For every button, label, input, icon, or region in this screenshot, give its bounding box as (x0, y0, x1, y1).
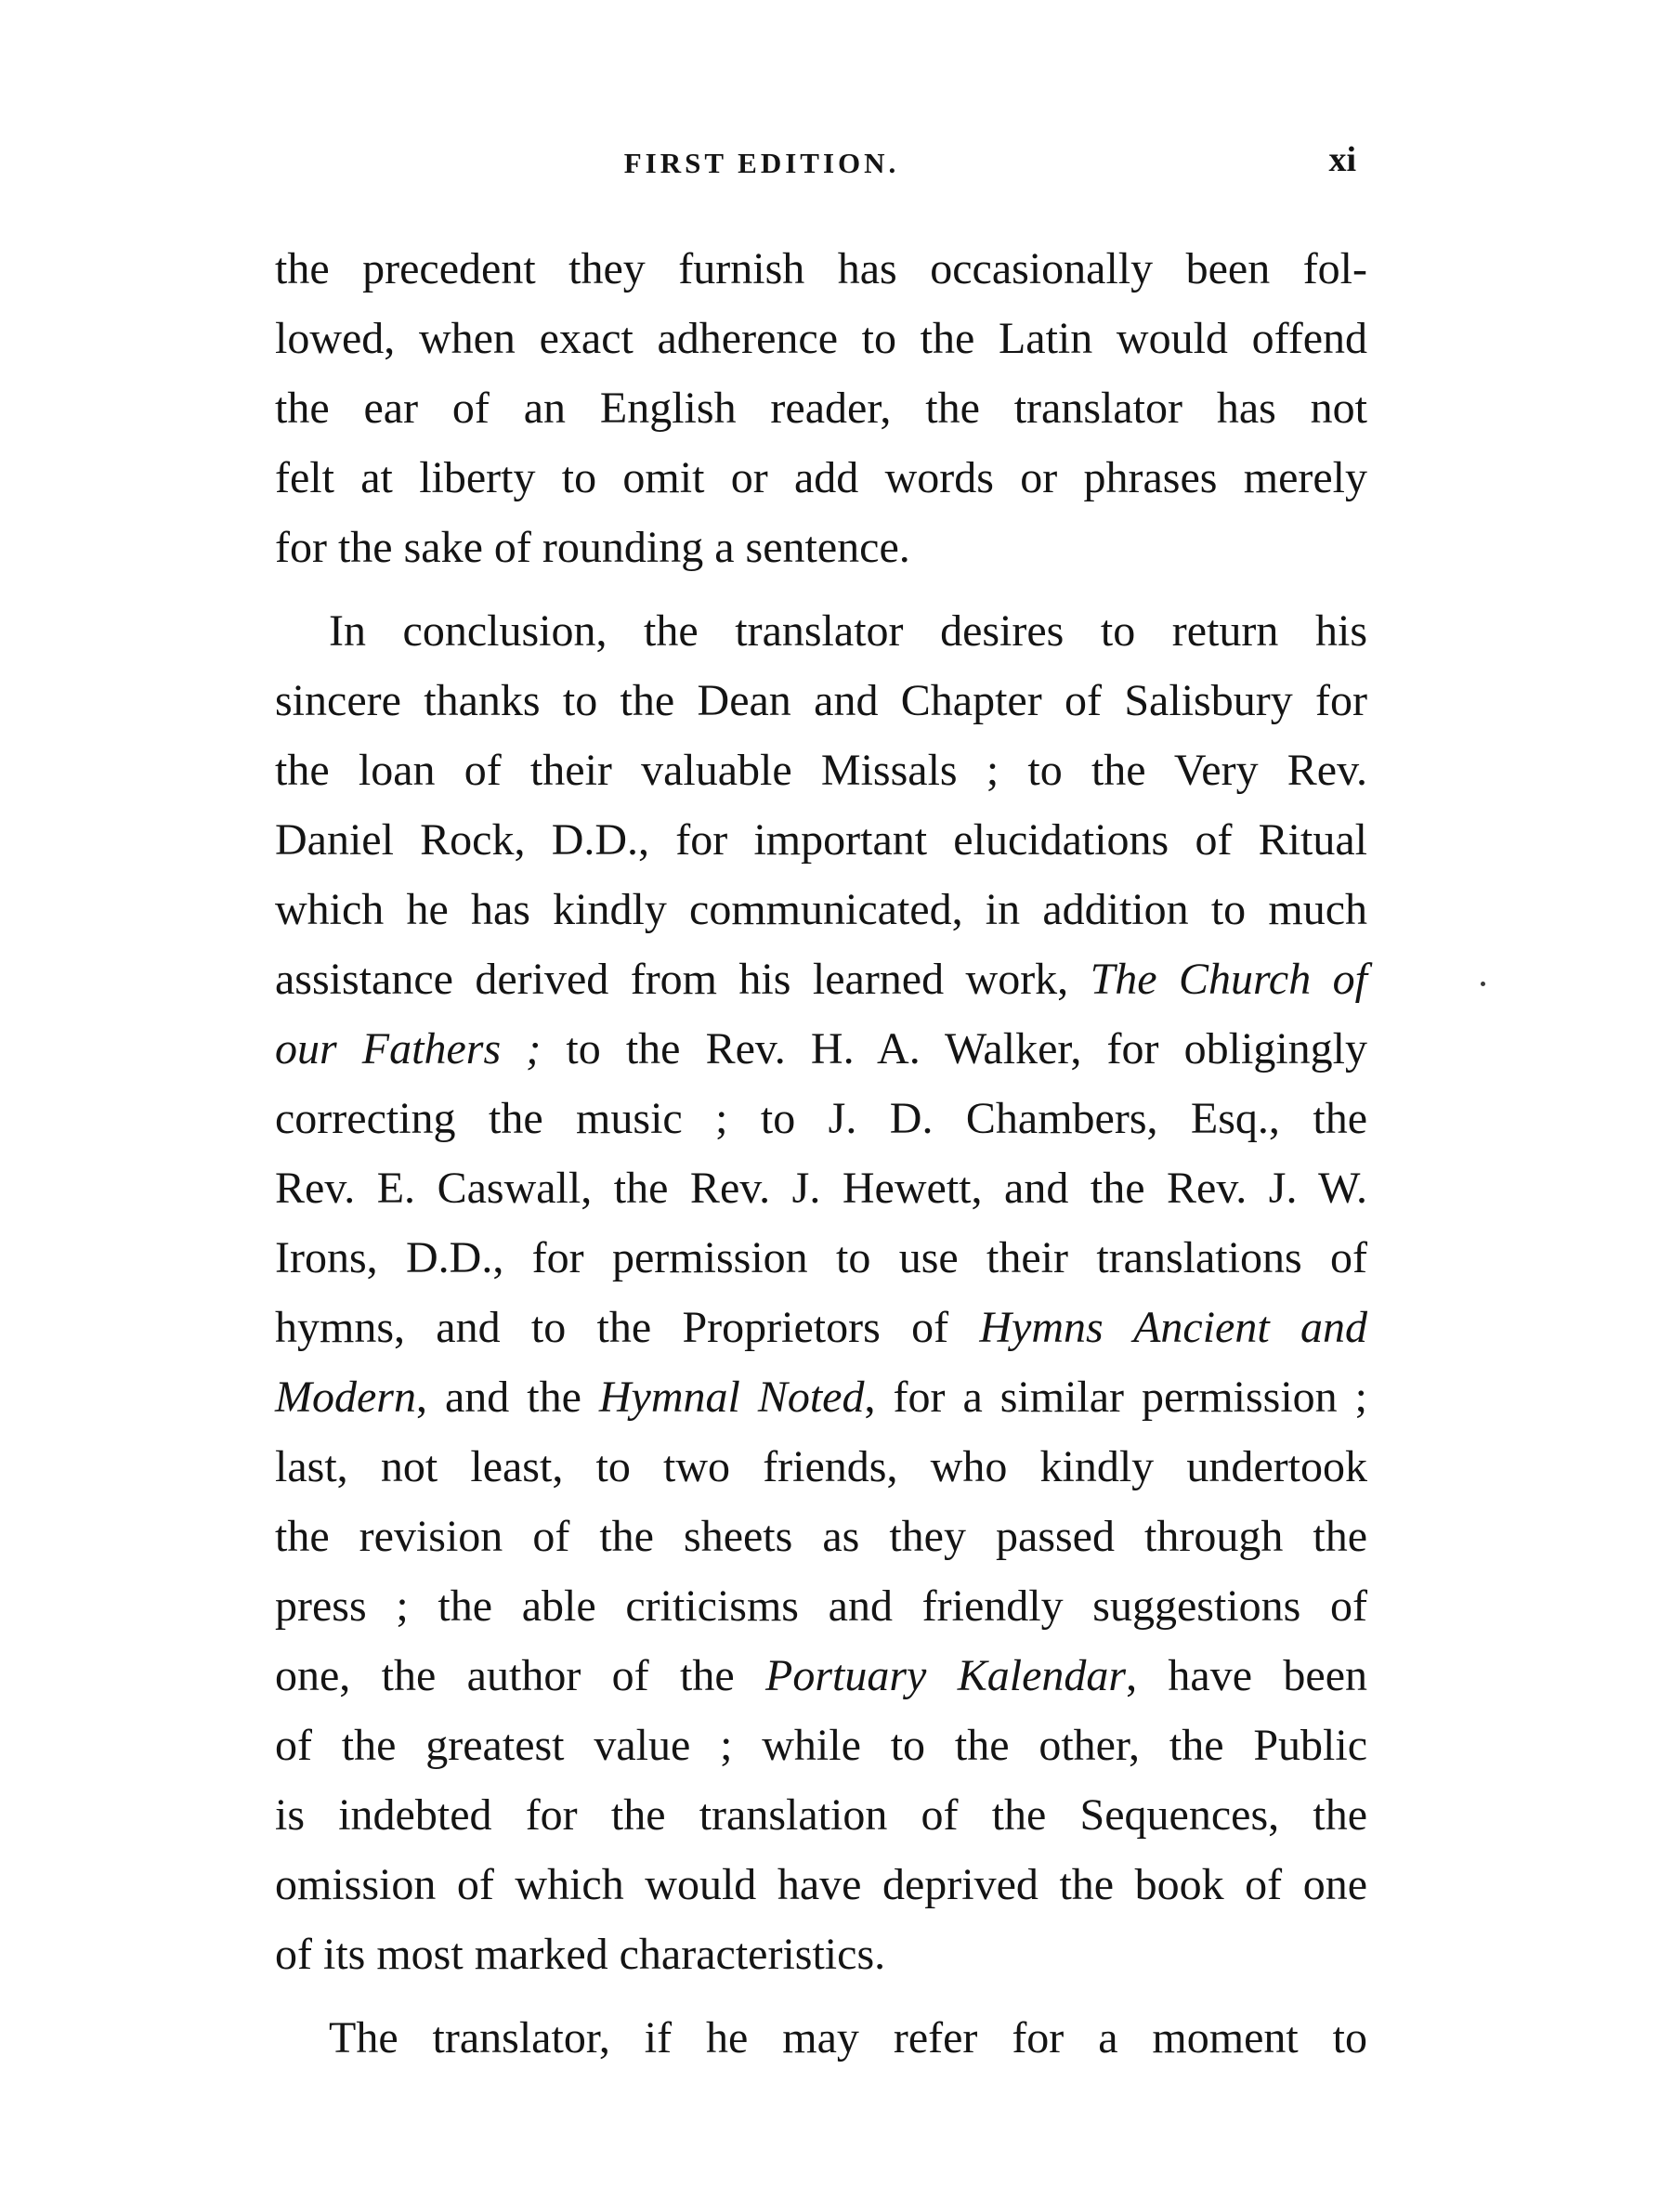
text-line: last, not least, to two friends, who kindly undertook (275, 1442, 1367, 1491)
text-line: which he has kindly communicated, in addition to much (275, 885, 1367, 934)
text-line: the revision of the sheets as they passed through the (275, 1512, 1367, 1561)
text-line: omission of which would have deprived the book of one (275, 1860, 1367, 1909)
book-title-italic: The Church of (1090, 955, 1367, 1004)
text-line: correcting the music ; to J. D. Chambers, Esq., the (275, 1094, 1367, 1143)
text-run: , have been (1126, 1651, 1368, 1700)
text-line: Daniel Rock, D.D., for important elucidations of Ritual (275, 815, 1367, 865)
text-line: the precedent they furnish has occasionally been fol- (275, 244, 1367, 293)
book-title-italic: Portuary Kalendar (765, 1651, 1127, 1700)
print-speck (1481, 982, 1485, 986)
text-line: lowed, when exact adherence to the Latin would offend (275, 314, 1367, 363)
book-title-italic: Hymnal Noted (598, 1373, 865, 1422)
text-line: the loan of their valuable Missals ; to the Very Rev. (275, 746, 1367, 795)
text-run: assistance derived from his learned work, (275, 955, 1091, 1004)
text-line: the ear of an English reader, the translator has not (275, 384, 1367, 433)
text-line: of its most marked characteristics. (275, 1930, 886, 1979)
text-line: felt at liberty to omit or add words or phrases merely (275, 453, 1367, 502)
text-run: , and the (415, 1373, 599, 1422)
text-line (275, 1293, 1367, 1362)
text-run: , for a similar permission ; (864, 1373, 1368, 1422)
paragraph-continuation (275, 234, 1367, 582)
text-line (275, 1641, 1367, 1711)
running-title: FIRST EDITION. (623, 147, 900, 179)
text-line (275, 944, 1367, 1014)
text-line: of the greatest value ; while to the other, the Public (275, 1721, 1367, 1770)
text-line: Irons, D.D., for permission to use their translations of (275, 1233, 1367, 1282)
text-line (275, 1014, 1367, 1084)
book-title-italic: Hymns Ancient and (979, 1303, 1367, 1352)
text-line: for the sake of rounding a sentence. (275, 523, 910, 572)
text-line: press ; the able criticisms and friendly suggestions of (275, 1581, 1367, 1631)
text-line: The translator, if he may refer for a moment to (329, 2013, 1367, 2062)
text-run: hymns, and to the Proprietors of (275, 1303, 980, 1352)
text-line: Rev. E. Caswall, the Rev. J. Hewett, and the Rev. J. W. (275, 1164, 1367, 1213)
text-run: to the Rev. H. A. Walker, for obligingly (541, 1024, 1367, 1073)
book-title-italic: our Fathers ; (275, 1024, 542, 1073)
text-line: In conclusion, the translator desires to return his (329, 606, 1367, 656)
text-line: is indebted for the translation of the Sequences, the (275, 1790, 1367, 1840)
text-line: sincere thanks to the Dean and Chapter of Salisbury for (275, 676, 1367, 725)
text-line (275, 1362, 1367, 1432)
body-text (275, 234, 1367, 2073)
page-number: xi (1328, 140, 1356, 179)
text-run: one, the author of the (275, 1651, 766, 1700)
paragraph-acknowledgements (275, 596, 1367, 1989)
book-title-italic: Modern (275, 1373, 416, 1422)
paragraph-closing (275, 2003, 1367, 2073)
